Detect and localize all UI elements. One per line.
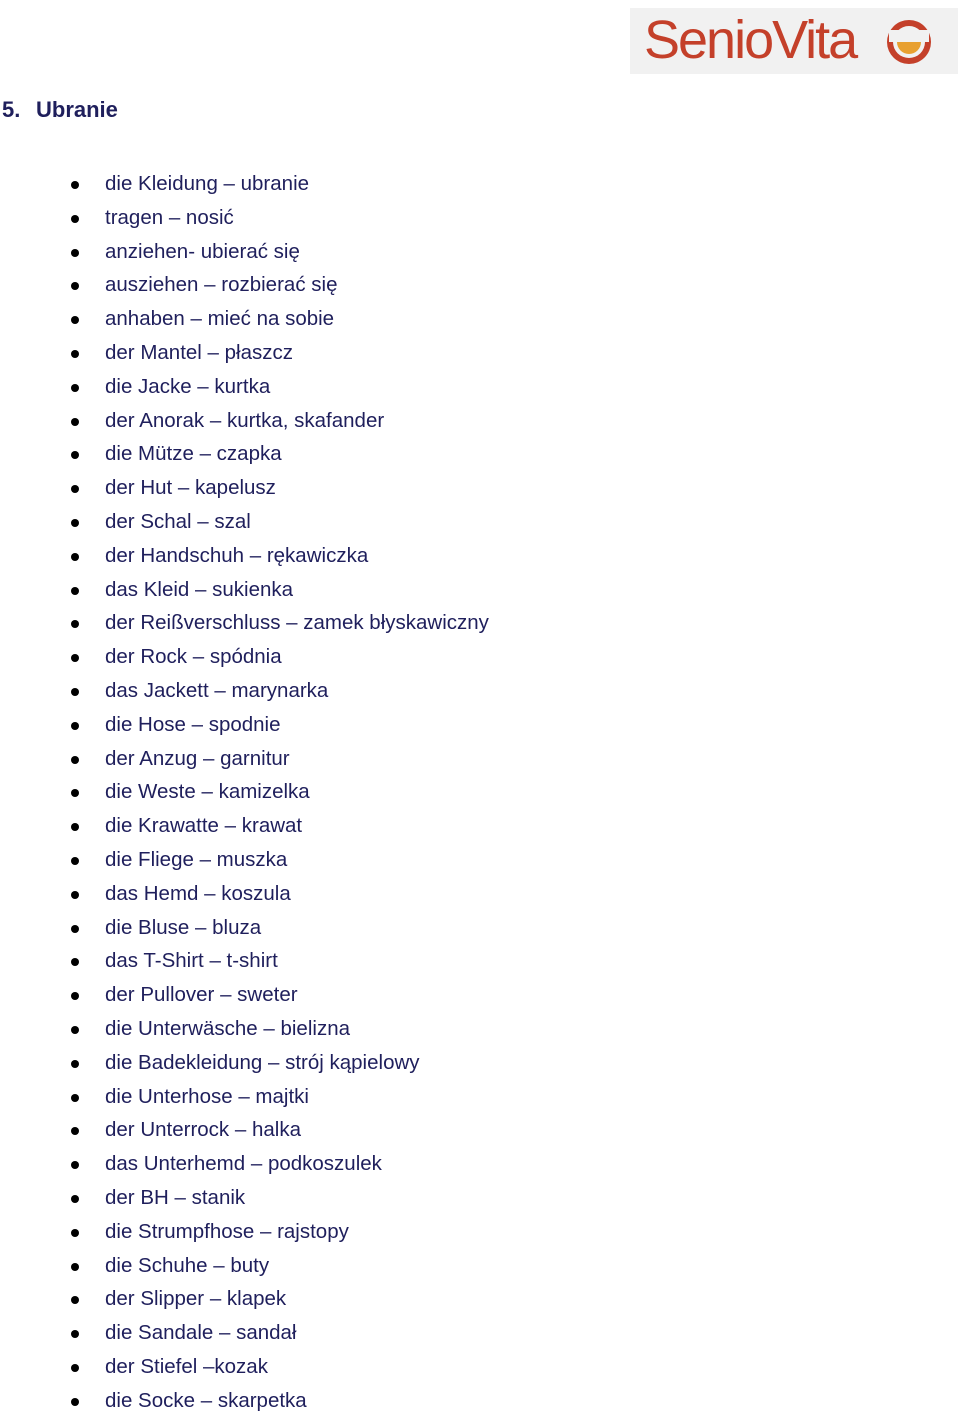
- bullet-icon: [71, 181, 79, 189]
- bullet-icon: [71, 1263, 79, 1271]
- bullet-icon: [71, 1161, 79, 1169]
- vocabulary-entry: die Schuhe – buty: [105, 1253, 270, 1277]
- bullet-icon: [71, 1229, 79, 1237]
- bullet-icon: [71, 418, 79, 426]
- vocabulary-entry: das Jackett – marynarka: [105, 678, 329, 702]
- bullet-icon: [71, 1330, 79, 1338]
- bullet-icon: [71, 1398, 79, 1406]
- vocabulary-entry: das Kleid – sukienka: [105, 577, 294, 601]
- vocabulary-entry: der Handschuh – rękawiczka: [105, 543, 369, 567]
- vocabulary-entry: die Krawatte – krawat: [105, 814, 303, 838]
- section-number: 5.: [2, 97, 21, 122]
- bullet-icon: [71, 1364, 79, 1372]
- vocabulary-entry: die Bluse – bluza: [105, 915, 262, 939]
- vocabulary-entry: tragen – nosić: [105, 205, 234, 229]
- bullet-icon: [71, 485, 79, 493]
- bullet-icon: [71, 756, 79, 764]
- bullet-icon: [71, 1296, 79, 1304]
- bullet-icon: [71, 688, 79, 696]
- bullet-icon: [71, 620, 79, 628]
- vocabulary-entry: das Unterhemd – podkoszulek: [105, 1152, 382, 1176]
- vocabulary-entry: die Kleidung – ubranie: [105, 172, 310, 195]
- vocabulary-entry: anziehen- ubierać się: [105, 239, 300, 263]
- bullet-icon: [71, 451, 79, 459]
- vocabulary-entry: die Sandale – sandał: [105, 1321, 297, 1345]
- brand-logo: [630, 8, 958, 74]
- vocabulary-entry: die Hose – spodnie: [105, 712, 281, 736]
- vocabulary-entry: anhaben – mieć na sobie: [105, 307, 335, 331]
- bullet-icon: [71, 1026, 79, 1034]
- bullet-icon: [71, 654, 79, 662]
- vocabulary-entry: ausziehen – rozbierać się: [105, 273, 338, 297]
- bullet-icon: [71, 350, 79, 358]
- bullet-icon: [71, 553, 79, 561]
- vocabulary-entry: der Anzug – garnitur: [105, 746, 290, 770]
- vocabulary-entry: die Jacke – kurtka: [105, 374, 271, 398]
- vocabulary-entry: die Unterhose – majtki: [105, 1084, 309, 1108]
- section-title: Ubranie: [36, 97, 118, 122]
- bullet-icon: [71, 823, 79, 831]
- bullet-icon: [71, 722, 79, 730]
- vocabulary-entry: der Schal – szal: [105, 509, 251, 533]
- vocabulary-entry: der BH – stanik: [105, 1185, 246, 1209]
- bullet-icon: [71, 384, 79, 392]
- bullet-icon: [71, 925, 79, 933]
- bullet-icon: [71, 282, 79, 290]
- vocabulary-entry: der Rock – spódnia: [105, 645, 282, 669]
- vocabulary-entry: das T-Shirt – t-shirt: [105, 949, 278, 973]
- vocabulary-entry: die Badekleidung – strój kąpielowy: [105, 1050, 420, 1074]
- bullet-icon: [71, 1127, 79, 1135]
- vocabulary-entry: der Hut – kapelusz: [105, 476, 276, 500]
- brand-sun-icon: [884, 17, 934, 67]
- vocabulary-entry: der Anorak – kurtka, skafander: [105, 408, 385, 432]
- bullet-icon: [71, 1094, 79, 1102]
- vocabulary-entry: der Pullover – sweter: [105, 983, 298, 1007]
- bullet-icon: [71, 519, 79, 527]
- vocabulary-entry: die Fliege – muszka: [105, 847, 288, 871]
- bullet-icon: [71, 891, 79, 899]
- vocabulary-entry: der Unterrock – halka: [105, 1118, 301, 1142]
- vocabulary-entry: die Socke – skarpetka: [105, 1388, 307, 1412]
- section-heading: [2, 95, 118, 125]
- bullet-icon: [71, 1060, 79, 1068]
- vocabulary-entry: der Slipper – klapek: [105, 1287, 287, 1311]
- bullet-icon: [71, 958, 79, 966]
- bullet-icon: [71, 857, 79, 865]
- bullet-icon: [71, 789, 79, 797]
- bullet-icon: [71, 587, 79, 595]
- vocabulary-entry: der Mantel – płaszcz: [105, 340, 294, 364]
- brand-logo-text: SenioVita: [644, 10, 857, 70]
- vocabulary-entry: das Hemd – koszula: [105, 881, 291, 905]
- vocabulary-entry: der Stiefel –kozak: [105, 1354, 268, 1378]
- vocabulary-entry: die Weste – kamizelka: [105, 780, 310, 804]
- bullet-icon: [71, 1195, 79, 1203]
- vocabulary-entry: die Mütze – czapka: [105, 442, 282, 466]
- vocabulary-entry: die Unterwäsche – bielizna: [105, 1016, 350, 1040]
- bullet-icon: [71, 992, 79, 1000]
- bullet-icon: [71, 316, 79, 324]
- bullet-icon: [71, 249, 79, 257]
- vocabulary-entry: der Reißverschluss – zamek błyskawiczny: [105, 611, 489, 635]
- bullet-icon: [71, 215, 79, 223]
- vocabulary-entry: die Strumpfhose – rajstopy: [105, 1219, 349, 1243]
